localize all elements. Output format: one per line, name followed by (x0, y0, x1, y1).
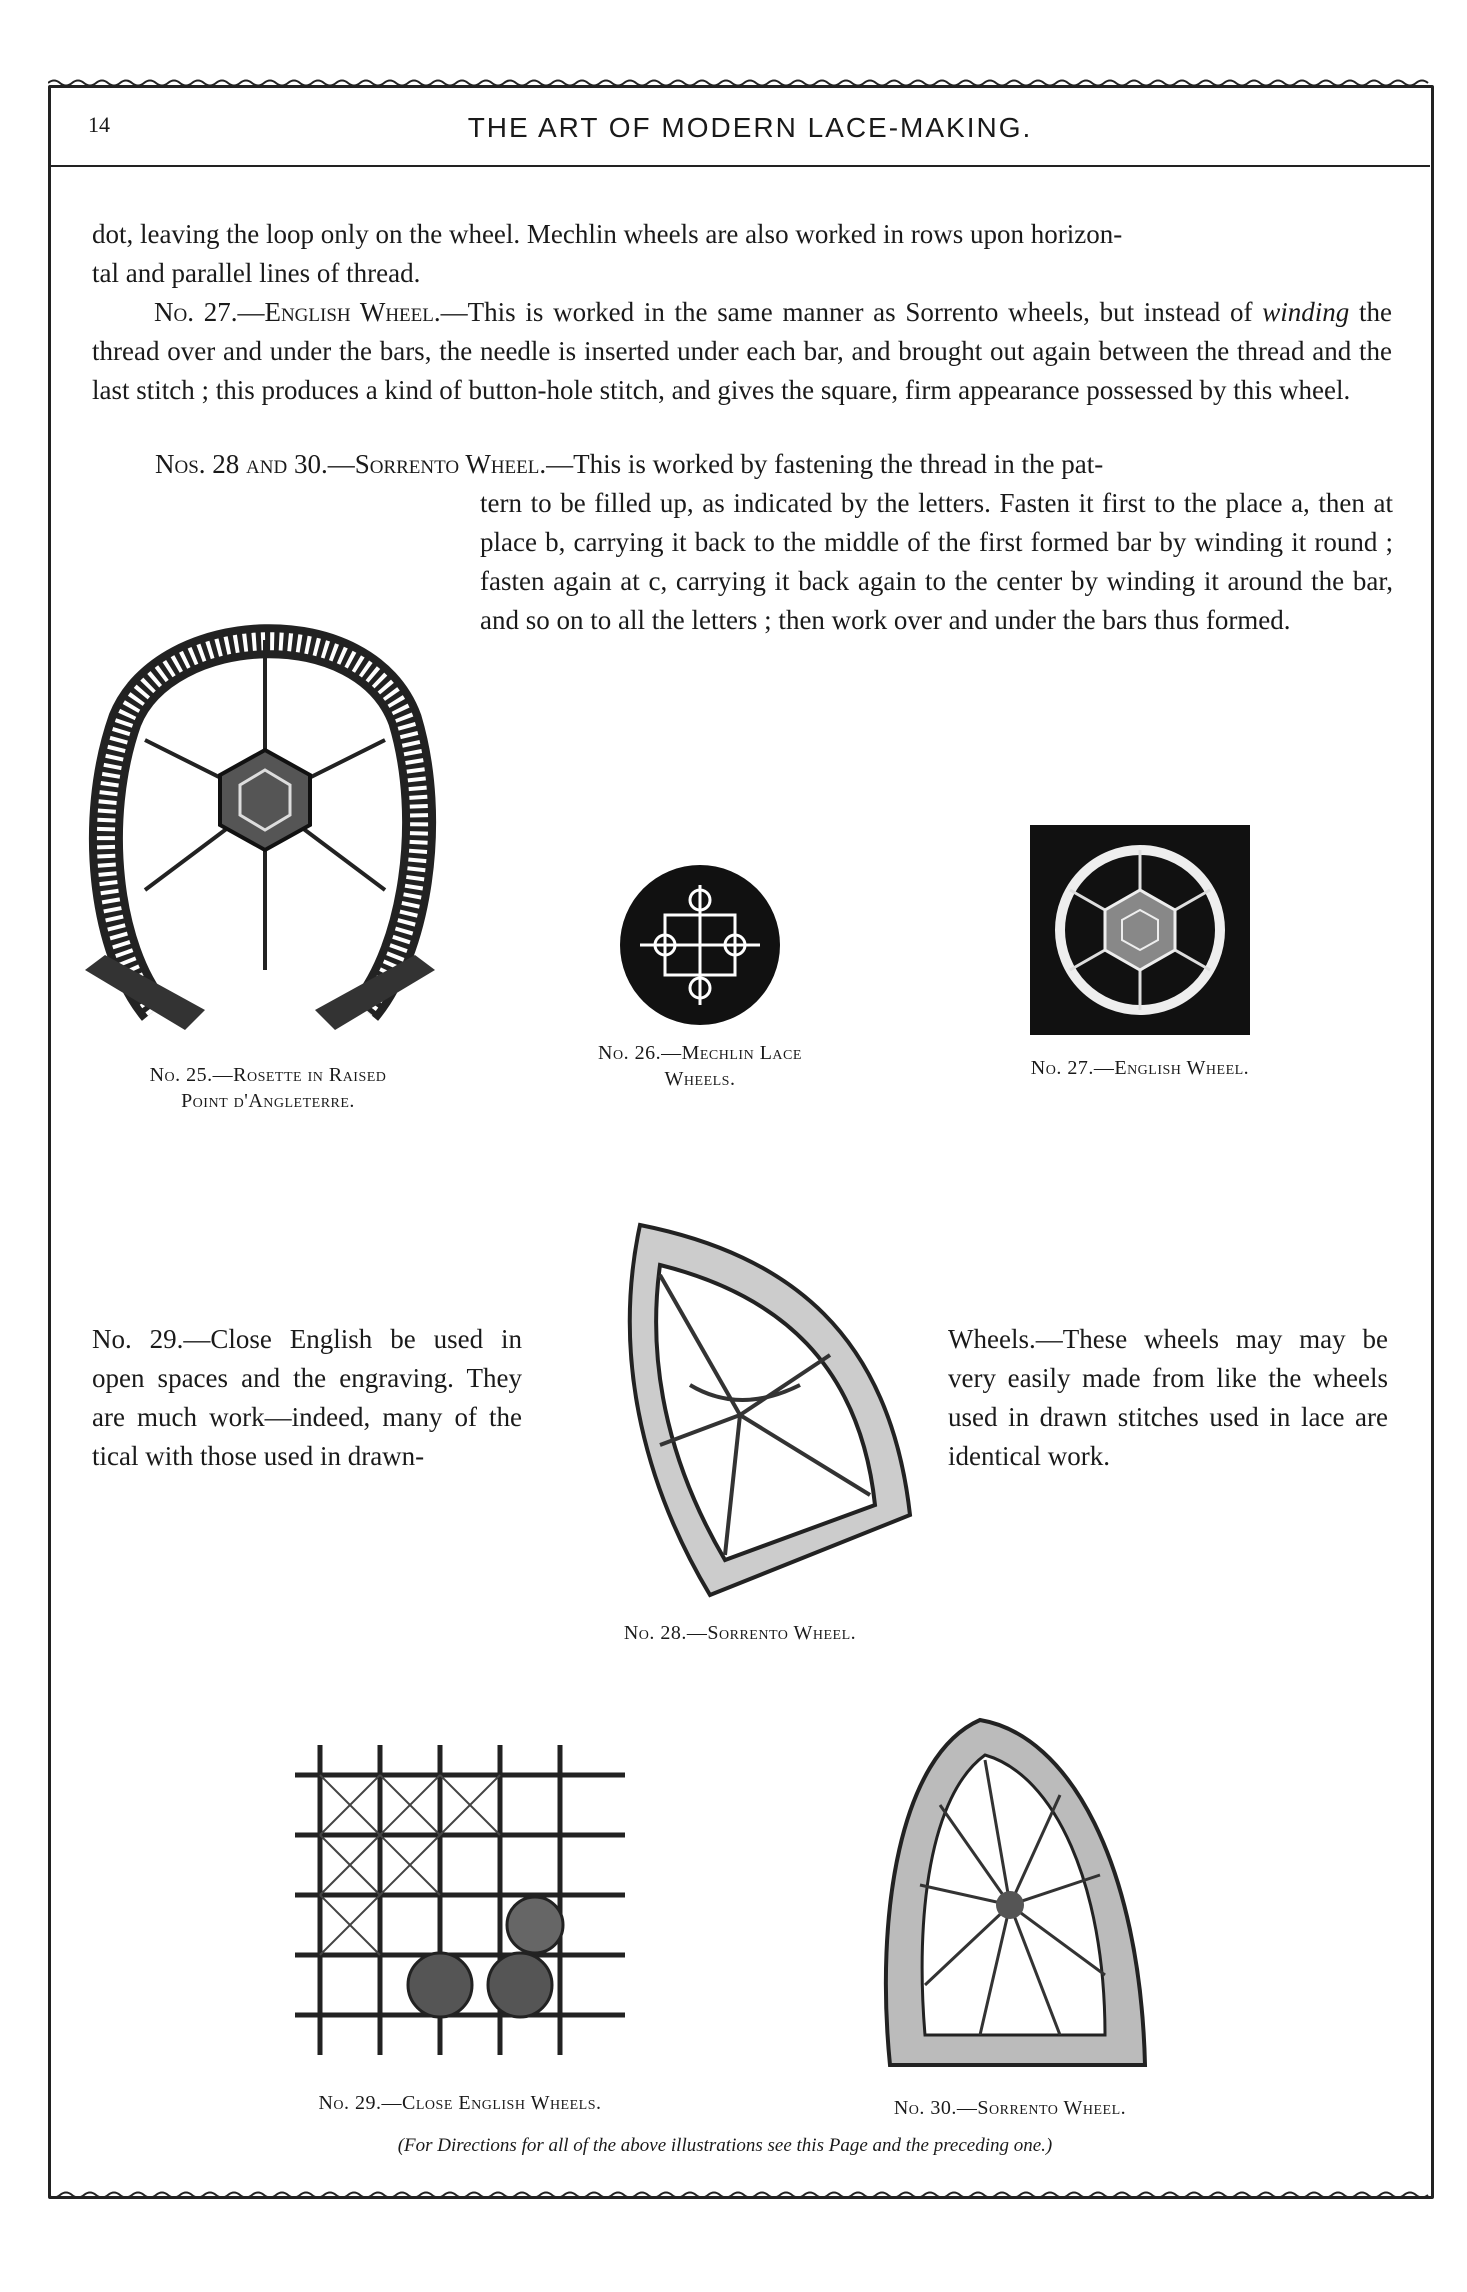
caption-fig-27: No. 27.—English Wheel. (1030, 1057, 1250, 1079)
p28-first: This is worked by fastening the thread in the pat- (573, 449, 1104, 479)
caption-fig-26-line-2: Wheels. (664, 1068, 736, 1090)
wavy-border-top (48, 78, 1434, 88)
caption-fig-30: No. 30.—Sorrento Wheel. (893, 2097, 1127, 2119)
p27-heading: No. 27.—English Wheel.— (154, 297, 468, 327)
figure-30-sorrento-wheel (870, 1715, 1160, 2085)
paragraph-close-english-left: No. 29.—Close English be used in open spaces and the engraving. They are much work—indeed, many of the tical with those used in drawn- (92, 1324, 522, 1471)
p27-text-a: This is worked in the same manner as Sorrento wheels, but instead of (467, 297, 1263, 327)
intro-paragraph (92, 215, 1392, 293)
p27-text-b: the thread over and under the bars, the needle is inserted under each bar, and brought out again between the thread and the last stitch ; this produces a kind of button-hole stitch, and gives the square, firm appearance possessed by this wheel. (92, 297, 1392, 405)
caption-fig-25 (88, 1062, 448, 1114)
caption-fig-25-line-2: Point d'Angleterre. (181, 1090, 355, 1112)
figure-26-mechlin-wheels (615, 860, 785, 1030)
intro-line-1: dot, leaving the loop only on the wheel. Mechlin wheels are also worked in rows upon horizon- (92, 219, 1123, 249)
footnote: (For Directions for all of the above illustrations see this Page and the preceding one.) (397, 2135, 1053, 2156)
caption-fig-26-line-1: No. 26.—Mechlin Lace (598, 1042, 802, 1064)
figure-28-sorrento-wheel (590, 1215, 930, 1605)
paragraph-sorrento-rest: tern to be filled up, as indicated by the letters. Fasten it first to the place a, then at place b, carrying it back to the middle of the first formed bar by winding it round ; fasten again at c, carrying it back again to the center by winding it around the bar, and so on to all the letters ; then work over and under the bars thus formed. (480, 488, 1393, 635)
caption-fig-29: No. 29.—Close English Wheels. (318, 2092, 602, 2114)
caption-fig-28: No. 28.—Sorrento Wheel. (623, 1622, 857, 1644)
page-number: 14 (88, 112, 110, 137)
figure-25-rosette (85, 570, 445, 1040)
wavy-border-bottom (48, 2190, 1434, 2200)
running-title: THE ART OF MODERN LACE-MAKING. (467, 112, 1033, 143)
paragraph-sorrento-first-line (155, 445, 1393, 484)
paragraph-english-wheel (92, 293, 1392, 410)
intro-line-2: tal and parallel lines of thread. (92, 258, 421, 288)
caption-fig-25-line-1: No. 25.—Rosette in Raised (149, 1064, 387, 1086)
header-rule (50, 165, 1430, 167)
p28-heading: Nos. 28 and 30.—Sorrento Wheel.— (155, 449, 574, 479)
figure-27-english-wheel (1030, 825, 1250, 1035)
p27-emphasis: winding (1262, 297, 1350, 327)
caption-fig-26 (530, 1040, 870, 1092)
figure-29-close-english-wheels (290, 1735, 630, 2065)
paragraph-close-english-right: Wheels.—These wheels may may be very easily made from like the wheels used in drawn stitches used in lace are identical work. (948, 1324, 1388, 1471)
